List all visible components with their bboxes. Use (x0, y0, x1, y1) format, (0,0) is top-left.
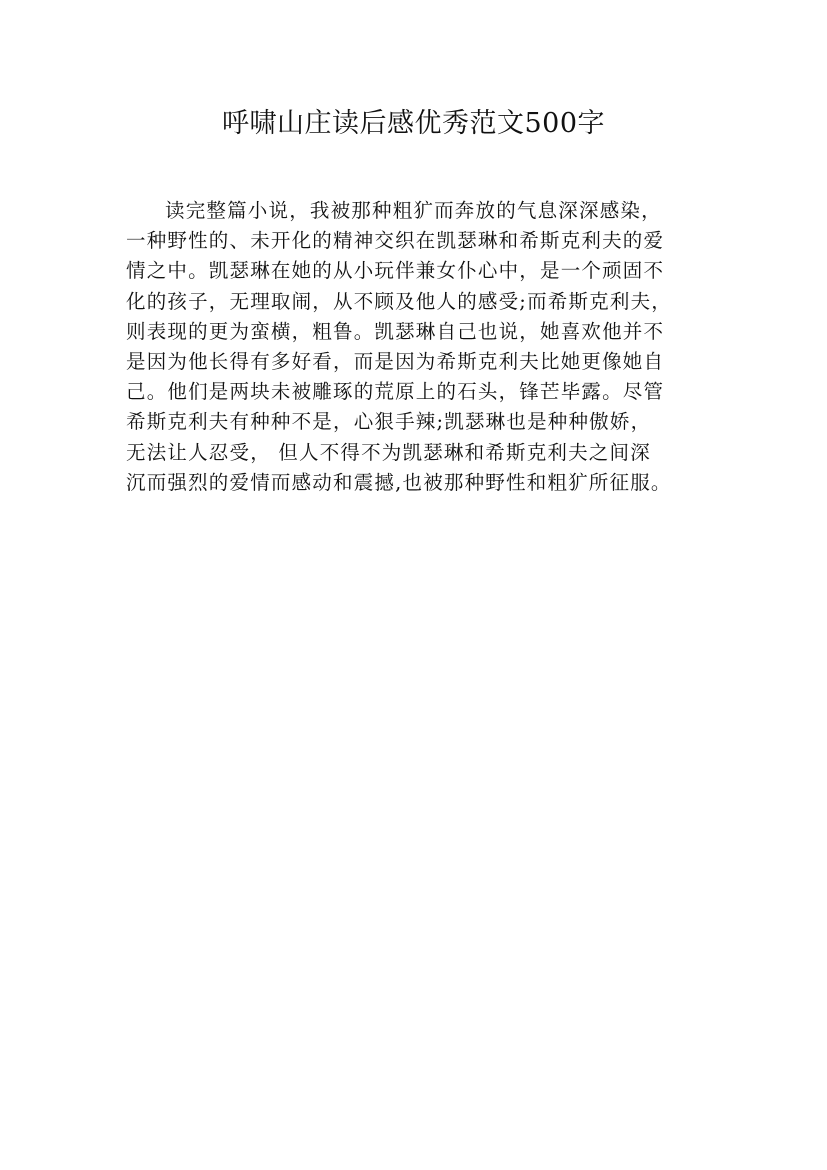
body-line: 则表现的更为蛮横，粗鲁。凯瑟琳自己也说，她喜欢他并不 (126, 319, 665, 343)
body-line: 化的孩子，无理取闹，从不顾及他人的感受;而希斯克利夫， (126, 289, 672, 313)
document-body (126, 196, 716, 498)
body-line: 沉而强烈的爱情而感动和震撼,也被那种野性和粗犷所征服。 (126, 470, 672, 494)
body-line: 无法让人忍受， 但人不得不为凯瑟琳和希斯克利夫之间深 (126, 440, 651, 464)
document-title: 呼啸山庄读后感优秀范文500字 (221, 108, 606, 139)
body-line: 读完整篇小说，我被那种粗犷而奔放的气息深深感染， (165, 199, 662, 222)
body-line: 情之中。凯瑟琳在她的从小玩伴兼女仆心中，是一个顽固不 (126, 259, 665, 283)
body-line: 己。他们是两块未被雕琢的荒原上的石头，锋芒毕露。尽管 (126, 380, 665, 404)
body-line: 一种野性的、未开化的精神交织在凯瑟琳和希斯克利夫的爱 (126, 229, 665, 253)
body-line: 是因为他长得有多好看，而是因为希斯克利夫比她更像她自 (126, 350, 665, 374)
body-line: 希斯克利夫有种种不是，心狠手辣;凯瑟琳也是种种傲娇， (126, 410, 652, 434)
